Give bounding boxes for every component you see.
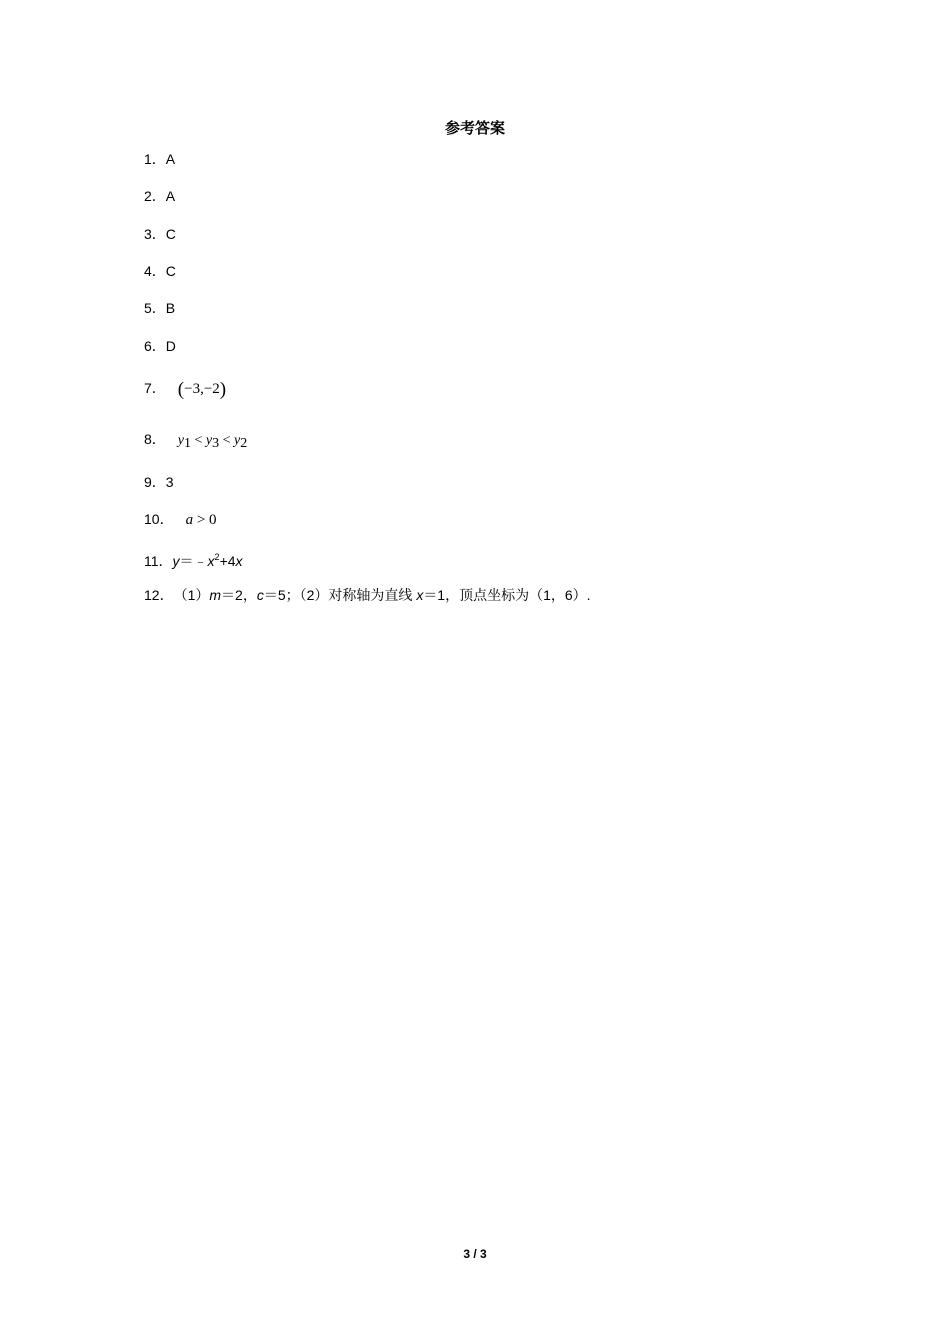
answer-number: 3． xyxy=(144,226,166,242)
subscript-3: 3 xyxy=(212,436,220,451)
equals-minus: ＝﹣ xyxy=(179,553,208,569)
var-y: y xyxy=(205,433,213,448)
answer-4 xyxy=(144,261,176,281)
var-y: y xyxy=(177,433,185,448)
answer-7 xyxy=(144,378,226,400)
answer-5 xyxy=(144,298,175,318)
answer-number: 6． xyxy=(144,338,166,354)
page-title: 参考答案 xyxy=(444,120,505,137)
answer-text: A xyxy=(165,151,176,167)
m-value: ＝2， xyxy=(221,587,257,603)
answer-12 xyxy=(144,585,591,605)
var-a: a xyxy=(185,512,194,528)
open-paren: ( xyxy=(177,379,185,400)
var-m: m xyxy=(209,587,222,603)
inequality-rest: > 0 xyxy=(193,512,217,528)
less-than: < xyxy=(191,433,206,448)
less-than: < xyxy=(219,433,235,448)
answer-number: 7． xyxy=(144,380,166,396)
answer-text: D xyxy=(165,338,176,354)
answer-number: 1． xyxy=(144,151,166,167)
answer-text: 3 xyxy=(165,474,174,490)
coordinate-value: −3,−2 xyxy=(184,381,220,397)
answer-2 xyxy=(144,186,175,206)
answer-number: 4． xyxy=(144,263,166,279)
var-c: c xyxy=(256,587,264,603)
answer-number: 5． xyxy=(144,300,166,316)
var-x: x xyxy=(416,587,424,603)
answer-text: B xyxy=(165,300,176,316)
plus-term: +4 xyxy=(219,553,236,569)
page-number: 3 / 3 xyxy=(463,1247,487,1261)
var-y: y xyxy=(172,553,180,569)
answer-9 xyxy=(144,472,174,492)
answer-number: 9． xyxy=(144,474,166,490)
close-paren: ) xyxy=(219,379,227,400)
var-x: x xyxy=(207,553,215,569)
answer-1 xyxy=(144,149,175,169)
exponent: 2 xyxy=(214,552,220,562)
answer-number: 8． xyxy=(144,431,166,447)
part-1-label: （1） xyxy=(173,587,210,603)
answer-3 xyxy=(144,224,176,244)
answer-6 xyxy=(144,336,176,356)
answer-number: 12． xyxy=(144,587,174,603)
answer-11 xyxy=(144,547,243,571)
answer-number: 10． xyxy=(144,511,174,527)
subscript-1: 1 xyxy=(184,436,192,451)
answer-10 xyxy=(144,509,217,530)
answer-number: 11． xyxy=(144,553,173,569)
x-value: ＝1，顶点坐标为（1，6）. xyxy=(423,587,591,603)
var-y: y xyxy=(234,433,241,448)
answer-text: A xyxy=(165,188,176,204)
subscript-2: 2 xyxy=(240,436,248,451)
var-x: x xyxy=(235,553,243,569)
answer-text: C xyxy=(165,263,176,279)
answer-text: C xyxy=(165,226,176,242)
answer-number: 2． xyxy=(144,188,166,204)
answer-8 xyxy=(144,429,247,454)
c-value: ＝5；（2）对称轴为直线 xyxy=(263,587,417,603)
